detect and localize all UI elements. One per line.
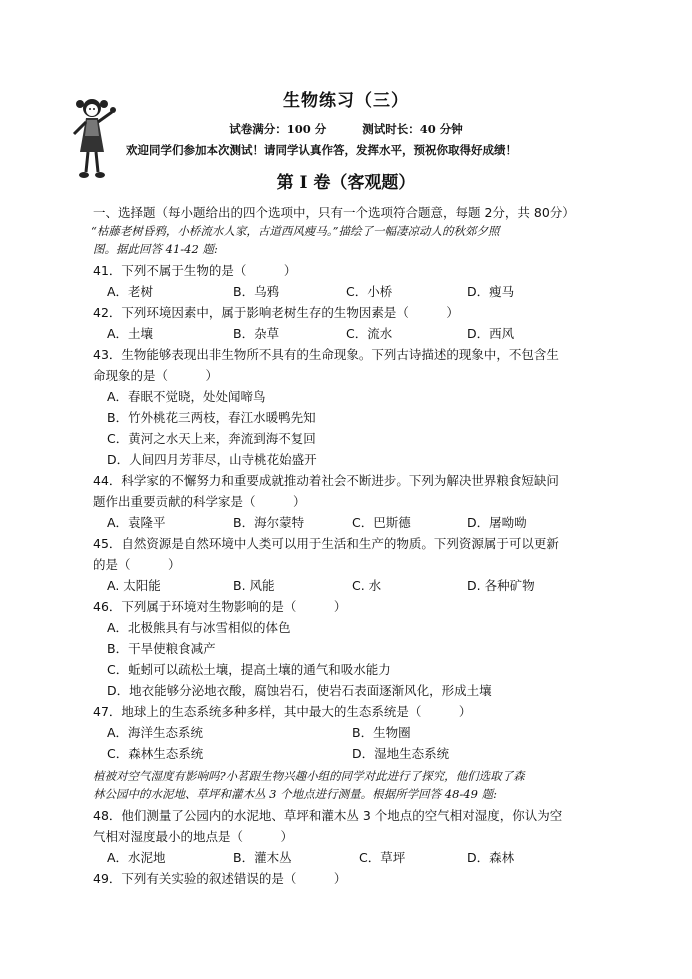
q46-stem: 46．下列属于环境对生物影响的是（ ） — [93, 599, 347, 614]
q43-option-b: B．竹外桃花三两枝，春江水暖鸭先知 — [107, 410, 316, 425]
q42-option-d: D．西风 — [467, 326, 515, 341]
q48-option-c: C．草坪 — [359, 850, 406, 865]
q45-stem-line2: 的是（ ） — [93, 557, 181, 572]
q46-option-c: C．蚯蚓可以疏松土壤，提高土壤的通气和吸水能力 — [107, 662, 391, 677]
section-title: 第 I 卷（客观题） — [276, 173, 416, 193]
instruction: 一、选择题（每小题给出的四个选项中，只有一个选项符合题意，每题 2分，共 80分） — [93, 205, 575, 220]
q47-option-a: A．海洋生态系统 — [107, 725, 204, 740]
q48-stem-line1: 48．他们测量了公园内的水泥地、草坪和灌木丛 3 个地点的空气相对湿度，你认为空 — [93, 808, 563, 823]
q44-stem-line2: 题作出重要贡献的科学家是（ ） — [93, 494, 306, 509]
q45-option-d: D. 各种矿物 — [467, 578, 535, 593]
q43-stem-line2: 命现象的是（ ） — [93, 368, 219, 383]
q43-option-a: A．春眠不觉晓，处处闻啼鸟 — [107, 389, 266, 404]
q48-stem-line2: 气相对湿度最小的地点是（ ） — [93, 829, 294, 844]
q41-option-d: D．瘦马 — [467, 284, 515, 299]
q41-option-c: C．小桥 — [346, 284, 393, 299]
q44-stem-line1: 44．科学家的不懈努力和重要成就推动着社会不断进步。下列为解决世界粮食短缺问 — [93, 473, 559, 488]
q42-stem: 42．下列环境因素中，属于影响老树生存的生物因素是（ ） — [93, 305, 459, 320]
q49-stem: 49．下列有关实验的叙述错误的是（ ） — [93, 871, 347, 886]
q42-option-b: B．杂草 — [233, 326, 280, 341]
q44-option-d: D．屠呦呦 — [467, 515, 527, 530]
welcome-message: 欢迎同学们参加本次测试！请同学认真作答，发挥水平，预祝你取得好成绩！ — [126, 143, 517, 157]
q44-option-b: B．海尔蒙特 — [233, 515, 305, 530]
q41-option-a: A．老树 — [107, 284, 154, 299]
poem-intro-line2: 图。据此回答 41-42 题: — [93, 242, 218, 256]
exam-meta — [0, 121, 692, 137]
q46-option-a: A．北极熊具有与冰雪相似的体色 — [107, 620, 291, 635]
q44-option-c: C．巴斯德 — [352, 515, 411, 530]
poem-intro-line1: “枯藤老树昏鸦，小桥流水人家，古道西风瘦马。”描绘了一幅凄凉动人的秋郊夕照 — [91, 224, 500, 238]
q45-stem-line1: 45．自然资源是自然环境中人类可以用于生活和生产的物质。下列资源属于可以更新 — [93, 536, 559, 551]
page-title: 生物练习（三） — [283, 91, 409, 111]
q42-option-a: A．土壤 — [107, 326, 154, 341]
experiment-intro-line2: 林公园中的水泥地、草坪和灌木丛 3 个地点进行测量。根据所学回答 48-49 题: — [93, 787, 497, 801]
duration: 测试时长：40 分钟 — [362, 122, 463, 136]
q41-stem: 41．下列不属于生物的是（ ） — [93, 263, 297, 278]
q47-stem: 47．地球上的生态系统多种多样，其中最大的生态系统是（ ） — [93, 704, 472, 719]
q47-option-d: D．湿地生态系统 — [352, 746, 450, 761]
q48-option-a: A．水泥地 — [107, 850, 166, 865]
q45-option-a: A. 太阳能 — [107, 578, 161, 593]
q46-option-b: B．干旱使粮食减产 — [107, 641, 216, 656]
q43-stem-line1: 43．生物能够表现出非生物所不具有的生命现象。下列古诗描述的现象中，不包含生 — [93, 347, 559, 362]
q48-option-b: B．灌木丛 — [233, 850, 292, 865]
q45-option-c: C. 水 — [352, 578, 382, 593]
q43-option-c: C．黄河之水天上来，奔流到海不复回 — [107, 431, 316, 446]
experiment-intro-line1: 植被对空气湿度有影响吗?小茗跟生物兴趣小组的同学对此进行了探究，他们选取了森 — [93, 769, 525, 783]
q42-option-c: C．流水 — [346, 326, 393, 341]
q48-option-d: D．森林 — [467, 850, 515, 865]
q41-option-b: B．乌鸦 — [233, 284, 280, 299]
q47-option-b: B．生物圈 — [352, 725, 411, 740]
q46-option-d: D．地衣能够分泌地衣酸，腐蚀岩石，使岩石表面逐渐风化，形成土壤 — [107, 683, 492, 698]
q47-option-c: C．森林生态系统 — [107, 746, 204, 761]
q45-option-b: B. 风能 — [233, 578, 275, 593]
full-score: 试卷满分：100 分 — [229, 122, 327, 136]
q44-option-a: A．袁隆平 — [107, 515, 166, 530]
q43-option-d: D．人间四月芳菲尽，山寺桃花始盛开 — [107, 452, 317, 467]
